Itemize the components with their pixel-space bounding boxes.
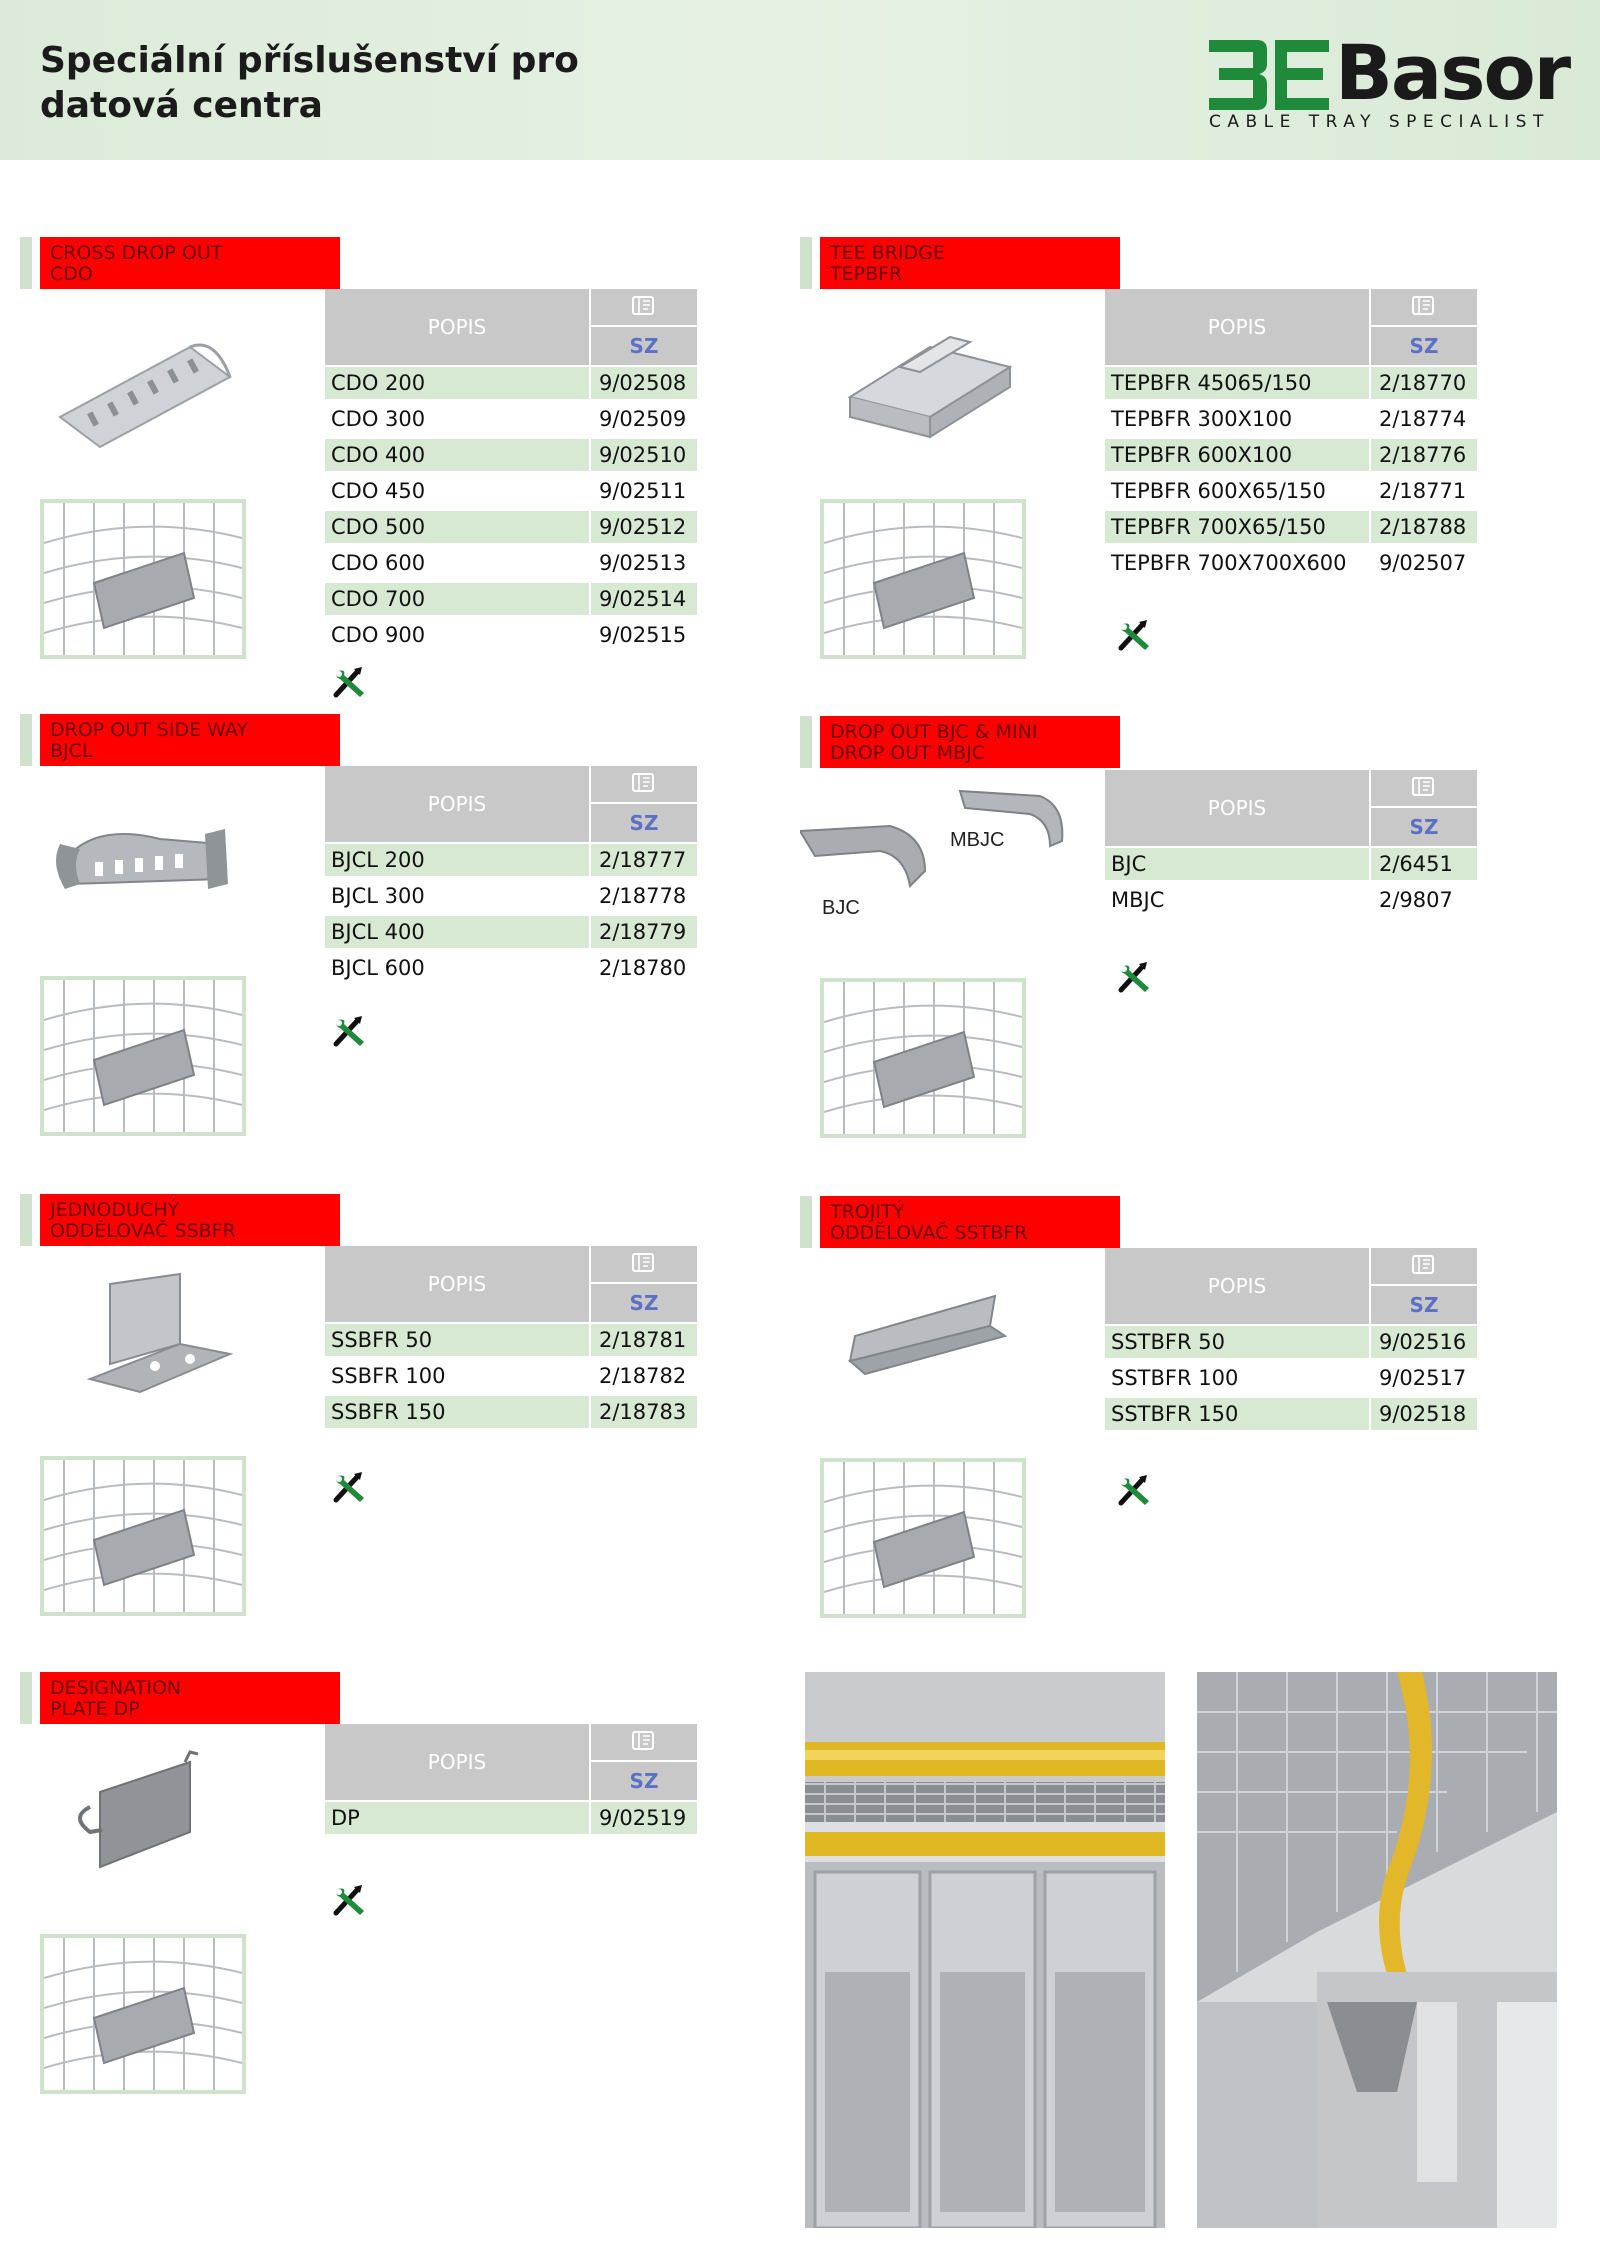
product-code: 2/18776 — [1371, 439, 1477, 471]
section-title-line-1: CROSS DROP OUT — [50, 242, 223, 264]
table-header — [325, 1246, 697, 1322]
product-code: 9/02515 — [599, 623, 687, 647]
product-name: CDO 900 — [331, 623, 426, 647]
product-code: 9/02507 — [1379, 551, 1467, 575]
mbjc-label: MBJC — [950, 829, 1005, 851]
product-photo — [800, 786, 1090, 936]
product-photo — [820, 1266, 1020, 1416]
product-photo — [40, 1742, 240, 1892]
table-body — [1105, 365, 1477, 581]
product-code: 2/9807 — [1379, 888, 1453, 912]
table-header — [325, 1724, 697, 1800]
table-row — [325, 1394, 697, 1430]
product-name: CDO 300 — [331, 407, 426, 431]
product-table — [325, 766, 697, 986]
product-name: TEPBFR 700X700X600 — [1111, 551, 1347, 575]
product-code: 9/02516 — [1371, 1326, 1477, 1358]
product-code: 9/02510 — [591, 439, 697, 471]
product-code: 2/18778 — [599, 884, 687, 908]
product-code: 9/02511 — [599, 479, 687, 503]
column-header-sz: SZ — [591, 327, 697, 365]
product-code: 9/02514 — [591, 583, 697, 615]
column-header-popis: POPIS — [325, 766, 589, 842]
section-dp — [20, 1672, 730, 2112]
product-name: SSBFR 100 — [331, 1364, 446, 1388]
product-name: TEPBFR 600X100 — [1105, 439, 1369, 471]
table-header — [1105, 289, 1477, 365]
page-title-line-1: Speciální příslušenství pro — [40, 40, 579, 81]
column-header-sz: SZ — [591, 804, 697, 842]
table-row — [1105, 1396, 1477, 1432]
bjc-label: BJC — [822, 897, 860, 919]
tools-icon — [330, 665, 368, 703]
product-table — [325, 1724, 697, 1836]
section-title — [40, 1672, 340, 1724]
product-code: 9/02517 — [1379, 1366, 1467, 1390]
column-header-popis: POPIS — [325, 289, 589, 365]
table-row — [325, 1358, 697, 1394]
product-name: TEPBFR 300X100 — [1111, 407, 1293, 431]
product-name: SSBFR 150 — [325, 1396, 589, 1428]
table-row — [325, 509, 697, 545]
table-body — [325, 1800, 697, 1836]
section-marker — [20, 1672, 32, 1724]
product-name: BJCL 300 — [331, 884, 425, 908]
product-code: 2/18788 — [1371, 511, 1477, 543]
section-marker — [20, 714, 32, 766]
product-name: SSTBFR 100 — [1111, 1366, 1239, 1390]
section-title-line-2: ODDĚLOVAČ SSBFR — [50, 1220, 236, 1242]
product-name: CDO 450 — [331, 479, 426, 503]
table-row — [325, 545, 697, 581]
section-title-line-2: CDO — [50, 263, 93, 285]
table-row — [325, 1800, 697, 1836]
product-table — [325, 1246, 697, 1430]
product-table — [325, 289, 697, 653]
catalog-page-icon — [591, 1246, 697, 1282]
product-code: 2/18781 — [591, 1324, 697, 1356]
product-name: SSBFR 50 — [325, 1324, 589, 1356]
section-title — [40, 1194, 340, 1246]
installation-photo — [820, 978, 1026, 1138]
tools-icon — [330, 1883, 368, 1921]
section-title-line-2: DROP OUT MBJC — [830, 742, 986, 764]
tools-icon — [1115, 618, 1153, 656]
product-code: 2/18770 — [1371, 367, 1477, 399]
product-photo — [40, 307, 240, 457]
product-name: SSTBFR 50 — [1105, 1326, 1369, 1358]
product-name: CDO 400 — [325, 439, 589, 471]
product-code: 2/18774 — [1379, 407, 1467, 431]
datacenter-photo-right — [1197, 1672, 1557, 2228]
installation-photo — [40, 1934, 246, 2094]
tools-icon — [330, 1470, 368, 1508]
product-name: BJC — [1105, 848, 1369, 880]
table-row — [325, 581, 697, 617]
table-row — [1105, 473, 1477, 509]
page-title — [40, 38, 680, 128]
table-row — [325, 878, 697, 914]
section-title — [820, 237, 1120, 289]
table-row — [325, 437, 697, 473]
section-bjcl — [20, 714, 730, 1154]
section-title-line-2: ODDĚLOVAČ SSTBFR — [830, 1222, 1028, 1244]
table-row — [1105, 846, 1477, 882]
section-title-line-1: DROP OUT BJC & MINI — [830, 721, 1038, 743]
catalog-page-icon — [591, 766, 697, 802]
table-header — [325, 289, 697, 365]
table-row — [1105, 1360, 1477, 1396]
product-name: TEPBFR 45065/150 — [1105, 367, 1369, 399]
column-header-popis: POPIS — [1105, 1248, 1369, 1324]
table-row — [1105, 365, 1477, 401]
catalog-page-icon — [591, 1724, 697, 1760]
section-title — [820, 716, 1120, 768]
section-sstbfr — [800, 1196, 1510, 1636]
table-body — [325, 1322, 697, 1430]
table-row — [1105, 401, 1477, 437]
logo-wordmark: Basor — [1335, 28, 1570, 117]
section-title-line-1: TROJITÝ — [830, 1201, 905, 1223]
section-tepbfr — [800, 237, 1510, 677]
basor-logo — [1205, 28, 1570, 138]
section-title-line-1: DESIGNATION — [50, 1677, 182, 1699]
section-marker — [800, 1196, 812, 1248]
section-title-line-1: TEE BRIDGE — [830, 242, 945, 264]
installation-photo — [820, 499, 1026, 659]
section-title — [40, 714, 340, 766]
product-photo — [40, 784, 240, 934]
table-row — [325, 950, 697, 986]
product-code: 2/18771 — [1379, 479, 1467, 503]
tools-icon — [1115, 960, 1153, 998]
product-name: CDO 700 — [325, 583, 589, 615]
product-name: BJCL 600 — [331, 956, 425, 980]
table-header — [1105, 770, 1477, 846]
column-header-popis: POPIS — [325, 1246, 589, 1322]
table-row — [1105, 545, 1477, 581]
product-code: 9/02519 — [591, 1802, 697, 1834]
product-name: MBJC — [1111, 888, 1165, 912]
table-row — [325, 365, 697, 401]
page-title-line-2: datová centra — [40, 85, 323, 126]
datacenter-photo-left — [805, 1672, 1165, 2228]
section-marker — [800, 237, 812, 289]
product-photo — [40, 1264, 240, 1414]
installation-photo — [820, 1458, 1026, 1618]
catalog-page-icon — [1371, 1248, 1477, 1284]
page-header — [0, 0, 1600, 160]
table-body — [325, 842, 697, 986]
table-body — [325, 365, 697, 653]
product-photo — [820, 307, 1020, 457]
table-header — [325, 766, 697, 842]
product-name: DP — [325, 1802, 589, 1834]
section-ssbfr — [20, 1194, 730, 1634]
product-name: BJCL 400 — [325, 916, 589, 948]
section-cdo — [20, 237, 730, 677]
product-name: TEPBFR 700X65/150 — [1105, 511, 1369, 543]
logo-tagline: CABLE TRAY SPECIALIST — [1209, 112, 1550, 132]
product-code: 2/18780 — [599, 956, 687, 980]
product-code: 2/6451 — [1371, 848, 1477, 880]
catalog-page-icon — [591, 289, 697, 325]
tools-icon — [1115, 1473, 1153, 1511]
table-body — [1105, 1324, 1477, 1432]
section-title-line-1: JEDNODUCHÝ — [50, 1199, 180, 1221]
table-row — [325, 617, 697, 653]
section-title — [40, 237, 340, 289]
product-name: BJCL 200 — [325, 844, 589, 876]
column-header-sz: SZ — [591, 1762, 697, 1800]
installation-photo — [40, 1456, 246, 1616]
section-marker — [800, 716, 812, 768]
column-header-sz: SZ — [1371, 808, 1477, 846]
column-header-sz: SZ — [591, 1284, 697, 1322]
installation-photo — [40, 499, 246, 659]
product-table — [1105, 1248, 1477, 1432]
basor-logo-mark — [1205, 34, 1335, 124]
product-name: TEPBFR 600X65/150 — [1111, 479, 1326, 503]
table-row — [1105, 882, 1477, 918]
column-header-popis: POPIS — [1105, 770, 1369, 846]
product-table — [1105, 289, 1477, 581]
column-header-sz: SZ — [1371, 327, 1477, 365]
column-header-popis: POPIS — [1105, 289, 1369, 365]
product-name: CDO 200 — [325, 367, 589, 399]
table-body — [1105, 846, 1477, 918]
table-row — [1105, 509, 1477, 545]
product-code: 2/18783 — [591, 1396, 697, 1428]
section-title — [820, 1196, 1120, 1248]
section-title-line-2: TEPBFR — [830, 263, 903, 285]
product-name: CDO 500 — [325, 511, 589, 543]
column-header-sz: SZ — [1371, 1286, 1477, 1324]
section-marker — [20, 237, 32, 289]
product-code: 2/18782 — [599, 1364, 687, 1388]
tools-icon — [330, 1014, 368, 1052]
table-header — [1105, 1248, 1477, 1324]
product-name: CDO 600 — [331, 551, 426, 575]
table-row — [325, 473, 697, 509]
section-title-line-1: DROP OUT SIDE WAY — [50, 719, 249, 741]
table-row — [325, 914, 697, 950]
catalog-page-icon — [1371, 770, 1477, 806]
table-row — [1105, 437, 1477, 473]
product-name: SSTBFR 150 — [1105, 1398, 1369, 1430]
table-row — [325, 401, 697, 437]
section-bjc — [800, 716, 1510, 1156]
catalog-page-icon — [1371, 289, 1477, 325]
section-title-line-2: BJCL — [50, 740, 93, 762]
product-code: 9/02518 — [1371, 1398, 1477, 1430]
section-marker — [20, 1194, 32, 1246]
product-code: 9/02509 — [599, 407, 687, 431]
table-row — [325, 1322, 697, 1358]
column-header-popis: POPIS — [325, 1724, 589, 1800]
product-code: 2/18777 — [591, 844, 697, 876]
product-code: 9/02512 — [591, 511, 697, 543]
product-code: 9/02513 — [599, 551, 687, 575]
installation-photo — [40, 976, 246, 1136]
product-code: 9/02508 — [591, 367, 697, 399]
product-code: 2/18779 — [591, 916, 697, 948]
product-table — [1105, 770, 1477, 918]
table-row — [325, 842, 697, 878]
section-title-line-2: PLATE DP — [50, 1698, 140, 1720]
table-row — [1105, 1324, 1477, 1360]
